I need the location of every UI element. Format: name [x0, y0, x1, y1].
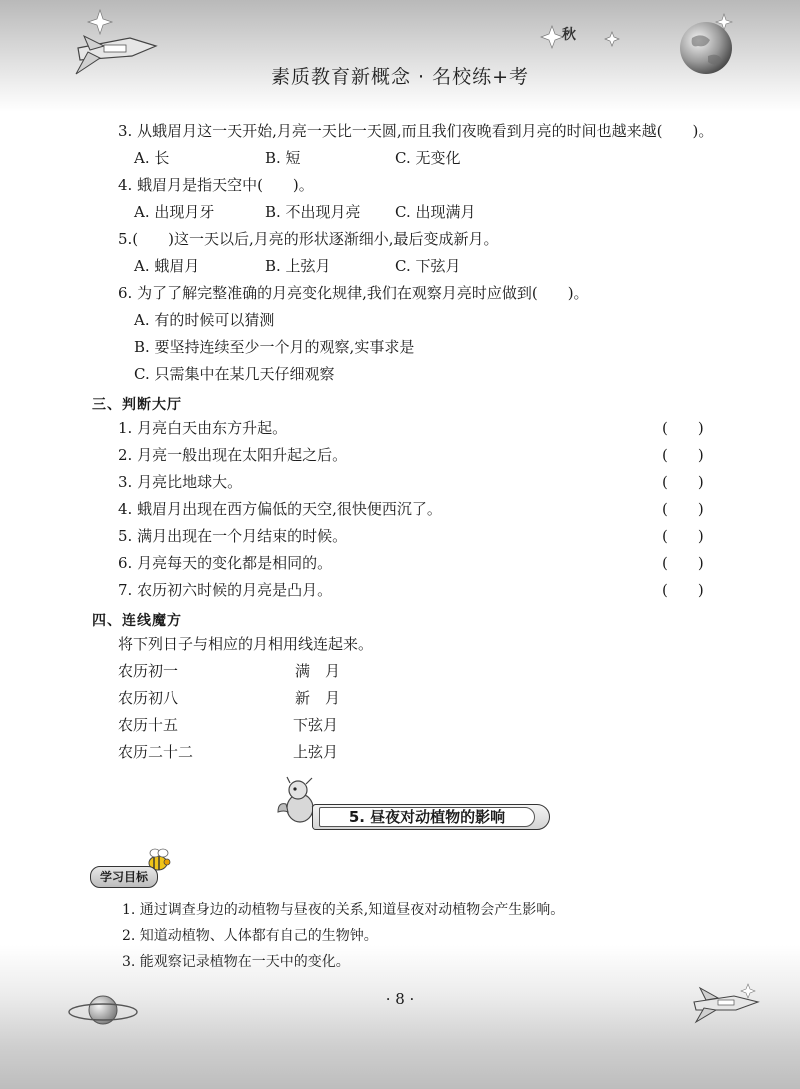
lesson-title: 5. 昼夜对动植物的影响 [319, 807, 535, 827]
learning-goals-badge: 学习目标 [90, 866, 158, 888]
answer-blank: ( ) [662, 419, 704, 437]
page-number: · 8 · [385, 990, 415, 1008]
star-sparkle-icon [540, 22, 630, 56]
match-right-item: 满 月 [295, 662, 341, 680]
goal-item: 2. 知道动植物、人体都有自己的生物钟。 [122, 928, 378, 944]
question-4-option-c: C. 出现满月 [395, 203, 476, 221]
question-6-option-b: B. 要坚持连续至少一个月的观察,实事求是 [134, 338, 415, 356]
judge-item: 7. 农历初六时候的月亮是凸月。 [118, 581, 333, 599]
section-match-title: 四、连线魔方 [92, 613, 182, 629]
match-left-item: 农历二十二 [118, 743, 194, 761]
judge-item: 6. 月亮每天的变化都是相同的。 [118, 554, 333, 572]
book-title: 素质教育新概念 · 名校练+考 [270, 66, 530, 88]
question-3-stem: 3. 从蛾眉月这一天开始,月亮一天比一天圆,而且我们夜晚看到月亮的时间也越来越( )。 [118, 122, 714, 140]
judge-item: 3. 月亮比地球大。 [118, 473, 243, 491]
goal-item: 1. 通过调查身边的动植物与昼夜的关系,知道昼夜对动植物会产生影响。 [122, 902, 565, 918]
goal-item: 3. 能观察记录植物在一天中的变化。 [122, 954, 350, 970]
question-3-option-a: A. 长 [134, 149, 170, 167]
answer-blank: ( ) [662, 527, 704, 545]
match-right-item: 上弦月 [293, 743, 339, 761]
answer-blank: ( ) [662, 554, 704, 572]
match-right-item: 新 月 [295, 689, 341, 707]
judge-item: 2. 月亮一般出现在太阳升起之后。 [118, 446, 348, 464]
question-5-option-b: B. 上弦月 [265, 257, 331, 275]
question-6-option-a: A. 有的时候可以猜测 [134, 311, 275, 329]
question-4-stem: 4. 蛾眉月是指天空中( )。 [118, 176, 314, 194]
match-left-item: 农历十五 [118, 716, 179, 734]
question-3-option-c: C. 无变化 [395, 149, 461, 167]
question-3-option-b: B. 短 [265, 149, 301, 167]
question-6-option-c: C. 只需集中在某几天仔细观察 [134, 365, 335, 383]
match-left-item: 农历初一 [118, 662, 179, 680]
answer-blank: ( ) [662, 581, 704, 599]
judge-item: 1. 月亮白天由东方升起。 [118, 419, 288, 437]
season-label: 秋 [562, 27, 576, 43]
space-shuttle-icon [690, 980, 762, 1024]
question-6-stem: 6. 为了了解完整准确的月亮变化规律,我们在观察月亮时应做到( )。 [118, 284, 589, 302]
question-4-option-a: A. 出现月牙 [134, 203, 215, 221]
question-5-stem: 5.( )这一天以后,月亮的形状逐渐细小,最后变成新月。 [118, 230, 499, 248]
section-judge-title: 三、判断大厅 [92, 397, 182, 413]
question-5-option-c: C. 下弦月 [395, 257, 461, 275]
answer-blank: ( ) [662, 500, 704, 518]
question-4-option-b: B. 不出现月亮 [265, 203, 361, 221]
judge-item: 4. 蛾眉月出现在西方偏低的天空,很快便西沉了。 [118, 500, 442, 518]
answer-blank: ( ) [662, 473, 704, 491]
match-right-item: 下弦月 [293, 716, 339, 734]
judge-item: 5. 满月出现在一个月结束的时候。 [118, 527, 348, 545]
answer-blank: ( ) [662, 446, 704, 464]
lesson-title-banner [312, 804, 550, 830]
match-left-item: 农历初八 [118, 689, 179, 707]
question-5-option-a: A. 蛾眉月 [134, 257, 200, 275]
match-instruction: 将下列日子与相应的月相用线连起来。 [118, 635, 374, 653]
